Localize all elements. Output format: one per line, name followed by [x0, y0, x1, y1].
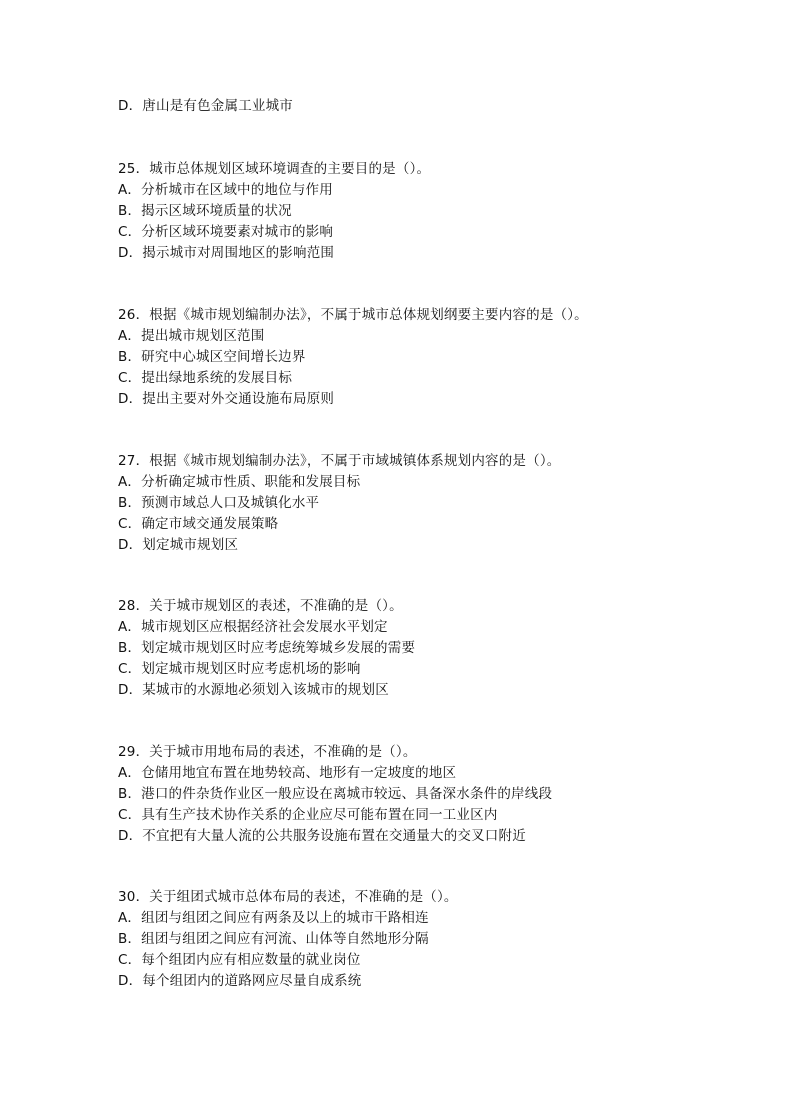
option-25-d: D．揭示城市对周围地区的影响范围: [118, 245, 335, 261]
question-28: 28．关于城市规划区的表述，不准确的是（）。: [118, 598, 403, 614]
option-25-b: B．揭示区域环境质量的状况: [118, 203, 292, 219]
question-27: 27．根据《城市规划编制办法》，不属于市域城镇体系规划内容的是（）。: [118, 453, 561, 469]
option-26-b: B．研究中心城区空间增长边界: [118, 349, 306, 365]
option-28-c: C．划定城市规划区时应考虑机场的影响: [118, 661, 361, 677]
option-26-c: C．提出绿地系统的发展目标: [118, 370, 293, 386]
question-25: 25．城市总体规划区域环境调查的主要目的是（）。: [118, 161, 431, 177]
question-26: 26．根据《城市规划编制办法》，不属于城市总体规划纲要主要内容的是（）。: [118, 307, 588, 323]
option-28-a: A．城市规划区应根据经济社会发展水平划定: [118, 619, 388, 635]
question-29: 29．关于城市用地布局的表述，不准确的是（）。: [118, 744, 417, 760]
option-30-c: C．每个组团内应有相应数量的就业岗位: [118, 952, 361, 968]
option-27-a: A．分析确定城市性质、职能和发展目标: [118, 474, 361, 490]
option-27-c: C．确定市域交通发展策略: [118, 516, 279, 532]
option-26-a: A．提出城市规划区范围: [118, 328, 265, 344]
option-29-b: B．港口的件杂货作业区一般应设在离城市较远、具备深水条件的岸线段: [118, 786, 553, 802]
option-25-a: A．分析城市在区域中的地位与作用: [118, 182, 333, 198]
option-29-d: D．不宜把有大量人流的公共服务设施布置在交通量大的交叉口附近: [118, 828, 526, 844]
option-27-b: B．预测市域总人口及城镇化水平: [118, 495, 320, 511]
option-30-a: A．组团与组团之间应有两条及以上的城市干路相连: [118, 910, 429, 926]
option-28-d: D．某城市的水源地必须划入该城市的规划区: [118, 682, 389, 698]
option-29-c: C．具有生产技术协作关系的企业应尽可能布置在同一工业区内: [118, 807, 498, 823]
option-30-b: B．组团与组团之间应有河流、山体等自然地形分隔: [118, 931, 429, 947]
option-25-c: C．分析区域环境要素对城市的影响: [118, 224, 334, 240]
option-24-d: D．唐山是有色金属工业城市: [118, 98, 293, 114]
option-29-a: A．仓储用地宜布置在地势较高、地形有一定坡度的地区: [118, 765, 457, 781]
option-28-b: B．划定城市规划区时应考虑统筹城乡发展的需要: [118, 640, 416, 656]
question-30: 30．关于组团式城市总体布局的表述，不准确的是（）。: [118, 889, 458, 905]
option-26-d: D．提出主要对外交通设施布局原则: [118, 391, 335, 407]
option-30-d: D．每个组团内的道路网应尽量自成系统: [118, 973, 362, 989]
option-27-d: D．划定城市规划区: [118, 537, 239, 553]
